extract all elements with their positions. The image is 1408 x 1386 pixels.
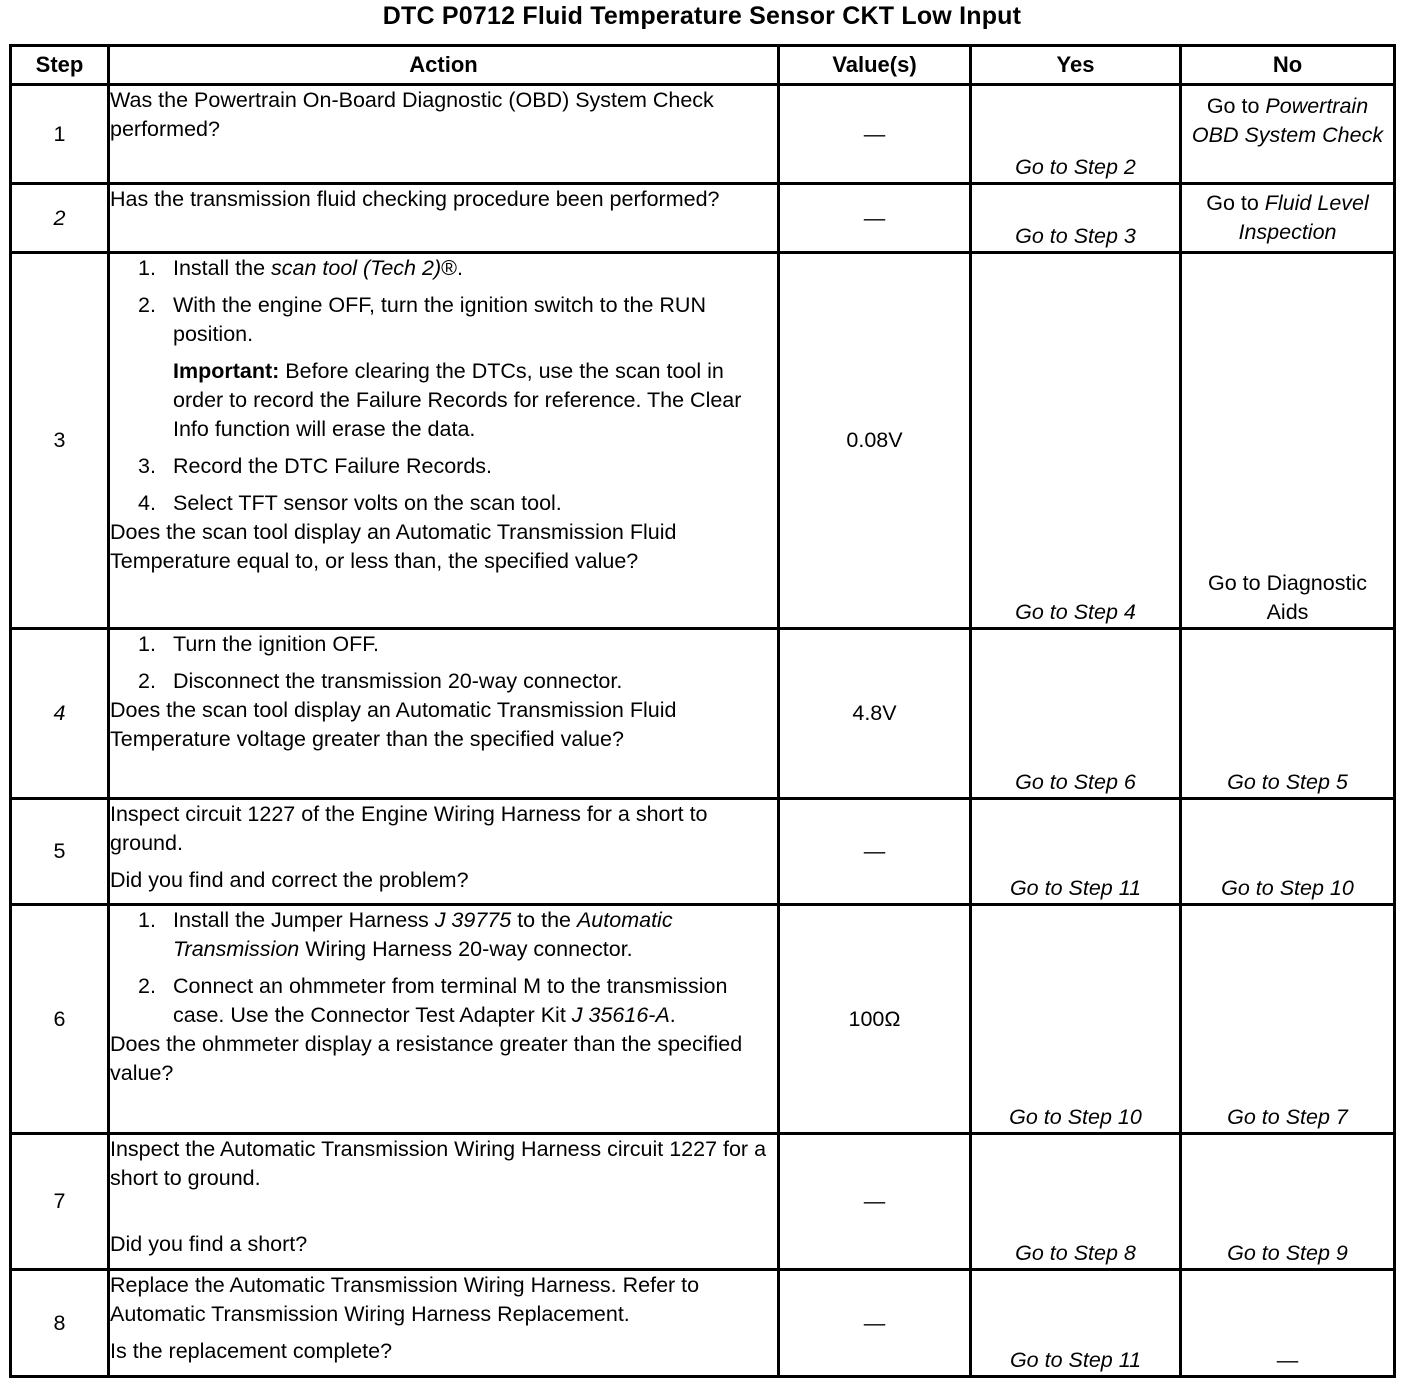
action-question: Did you find a short? <box>110 1232 308 1256</box>
value-cell: 4.8V <box>779 629 971 799</box>
header-action: Action <box>109 46 779 85</box>
action-step <box>110 489 777 518</box>
tool-name: scan tool (Tech 2) <box>271 256 442 280</box>
action-steps <box>110 906 777 1030</box>
action-step <box>110 254 777 283</box>
important-note <box>110 357 777 444</box>
action-question: Is the replacement complete? <box>110 1339 393 1363</box>
value-cell: 100Ω <box>779 905 971 1134</box>
step-text: Wiring Harness 20-way connector. <box>299 937 633 961</box>
step-text: With the engine OFF, turn the ignition switch to the RUN position. <box>173 293 706 346</box>
step-index: 4. <box>138 491 156 515</box>
header-row <box>11 46 1395 85</box>
step-index: 2. <box>138 669 156 693</box>
yes-cell: Go to Step 6 <box>971 629 1181 799</box>
action-step <box>110 667 777 696</box>
tool-number: J 35616-A <box>571 1003 670 1027</box>
step-number: 4 <box>11 629 109 799</box>
yes-cell: Go to Step 11 <box>971 799 1181 905</box>
no-link: Powertrain OBD System Check <box>1191 94 1384 147</box>
value-cell: — <box>779 799 971 905</box>
table-row <box>11 1270 1395 1377</box>
action-question: Did you find and correct the problem? <box>110 868 469 892</box>
table-row <box>11 253 1395 629</box>
action-step <box>110 291 777 349</box>
action-step <box>110 452 777 481</box>
no-cell: Go to Diagnostic Aids <box>1181 253 1395 629</box>
action-steps <box>110 254 777 349</box>
yes-cell: Go to Step 2 <box>971 85 1181 184</box>
step-number: 5 <box>11 799 109 905</box>
action-cell <box>109 629 779 799</box>
step-number: 6 <box>11 905 109 1134</box>
action-cell <box>109 799 779 905</box>
step-index: 2. <box>138 293 156 317</box>
no-cell: — <box>1181 1270 1395 1377</box>
action-step <box>110 630 777 659</box>
value-cell: — <box>779 85 971 184</box>
action-cell <box>109 253 779 629</box>
step-text: . <box>669 1003 676 1027</box>
header-step: Step <box>11 46 109 85</box>
yes-cell: Go to Step 10 <box>971 905 1181 1134</box>
value-cell: 0.08V <box>779 253 971 629</box>
step-text: Connect an ohmmeter from terminal M to the transmission case. Use the Connector Test Adapter Kit <box>173 974 728 1027</box>
step-number: 1 <box>11 85 109 184</box>
no-cell <box>1181 85 1395 184</box>
action-cell <box>109 184 779 253</box>
diagnostic-table <box>9 44 1396 1378</box>
action-step <box>110 906 777 964</box>
header-values: Value(s) <box>779 46 971 85</box>
action-cell <box>109 905 779 1134</box>
value-cell: — <box>779 1270 971 1377</box>
action-question: Has the transmission fluid checking procedure been performed? <box>110 187 720 211</box>
step-index: 3. <box>138 454 156 478</box>
action-cell <box>109 1134 779 1270</box>
table-row <box>11 1134 1395 1270</box>
value-cell: — <box>779 1134 971 1270</box>
header-yes: Yes <box>971 46 1181 85</box>
action-text: Inspect the Automatic Transmission Wiring Harness circuit 1227 for a short to ground. <box>110 1137 767 1190</box>
action-question: Does the ohmmeter display a resistance greater than the specified value? <box>110 1032 743 1085</box>
action-question: Does the scan tool display an Automatic Transmission Fluid Temperature equal to, or less than, the specified value? <box>110 520 677 573</box>
action-cell <box>109 85 779 184</box>
yes-cell: Go to Step 8 <box>971 1134 1181 1270</box>
header-no: No <box>1181 46 1395 85</box>
step-index: 1. <box>138 908 156 932</box>
page-title: DTC P0712 Fluid Temperature Sensor CKT Low Input <box>382 2 1022 30</box>
action-steps <box>110 452 777 518</box>
step-text: Install the <box>173 256 271 280</box>
step-text: Install the Jumper Harness <box>173 908 435 932</box>
tool-number: J 39775 <box>434 908 512 932</box>
value-cell: — <box>779 184 971 253</box>
step-text: Select TFT sensor volts on the scan tool. <box>173 491 562 515</box>
no-link: Fluid Level Inspection <box>1238 191 1369 244</box>
yes-cell: Go to Step 3 <box>971 184 1181 253</box>
no-cell <box>1181 184 1395 253</box>
no-cell: Go to Step 7 <box>1181 905 1395 1134</box>
step-index: 1. <box>138 256 156 280</box>
step-text: Disconnect the transmission 20-way connector. <box>173 669 623 693</box>
yes-cell: Go to Step 11 <box>971 1270 1181 1377</box>
step-number: 2 <box>11 184 109 253</box>
action-step <box>110 972 777 1030</box>
step-number: 7 <box>11 1134 109 1270</box>
table-row <box>11 905 1395 1134</box>
action-question: Does the scan tool display an Automatic Transmission Fluid Temperature voltage greater than the specified value? <box>110 698 677 751</box>
step-text: Turn the ignition OFF. <box>173 632 379 656</box>
no-cell: Go to Step 10 <box>1181 799 1395 905</box>
step-index: 1. <box>138 632 156 656</box>
harness-name: Automatic Transmission <box>173 908 673 961</box>
no-cell: Go to Step 9 <box>1181 1134 1395 1270</box>
table-row <box>11 85 1395 184</box>
yes-cell: Go to Step 4 <box>971 253 1181 629</box>
step-text: ®. <box>441 256 463 280</box>
action-text: Replace the Automatic Transmission Wiring Harness. Refer to Automatic Transmission Wiring Harness Replacement. <box>110 1273 700 1326</box>
note-text: Before clearing the DTCs, use the scan tool in order to record the Failure Records for reference. The Clear Info function will erase the data. <box>173 359 742 441</box>
action-text: Inspect circuit 1227 of the Engine Wiring Harness for a short to ground. <box>110 802 708 855</box>
table-row <box>11 184 1395 253</box>
action-steps <box>110 630 777 696</box>
table-row <box>11 799 1395 905</box>
no-cell: Go to Step 5 <box>1181 629 1395 799</box>
action-question: Was the Powertrain On-Board Diagnostic (OBD) System Check performed? <box>110 88 714 141</box>
table-row <box>11 629 1395 799</box>
step-text: Record the DTC Failure Records. <box>173 454 493 478</box>
no-prefix: Go to <box>1206 191 1265 215</box>
action-cell <box>109 1270 779 1377</box>
step-text: to the <box>511 908 577 932</box>
no-prefix: Go to <box>1206 94 1266 118</box>
step-number: 3 <box>11 253 109 629</box>
step-number: 8 <box>11 1270 109 1377</box>
step-index: 2. <box>138 974 156 998</box>
note-label: Important: <box>173 359 280 383</box>
